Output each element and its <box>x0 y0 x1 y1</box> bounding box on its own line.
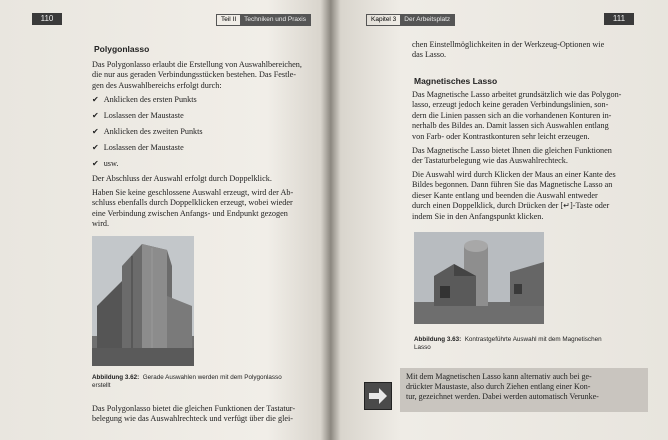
note-icon <box>364 382 392 410</box>
intro-paragraph: Das Polygonlasso erlaubt die Erstellung von Auswahlbereichen, die nur aus geraden Verbindungsstücken bestehen. Das Festle- gen des Auswahlbereichs erfolgt durch: <box>92 60 302 90</box>
figure-caption: Abbildung 3.63: Kontrastgeführte Auswahl mit dem Magnetischen Lasso <box>414 336 602 351</box>
figure-image <box>92 236 194 366</box>
figure-image <box>414 232 544 324</box>
part-title: Techniken und Praxis <box>240 15 310 25</box>
list-item: ✔ Loslassen der Maustaste <box>92 143 184 152</box>
section-heading: Magnetisches Lasso <box>414 76 498 86</box>
section-heading: Polygonlasso <box>94 44 150 54</box>
check-icon: ✔ <box>92 127 99 136</box>
note-box: Mit dem Magnetischen Lasso kann alternativ auch bei ge- drückter Maustaste, also durch Ziehen entlang einer Kon- tur, gezeichnet werden. Dabei werden automatisch Verunke- <box>400 368 648 412</box>
paragraph: Das Magnetische Lasso arbeitet grundsätzlich wie das Polygon- lasso, erzeugt jedoch keine geraden Verbindungslinien, son- dern die Linien passen sich an die vorhandenen Konturen in- nerhalb des Bildes an. Damit lassen sich Auswahlen entlang von Farb- oder Kontrastkonturen sehr leicht erzeugen. <box>412 90 622 141</box>
list-item: ✔ Loslassen der Maustaste <box>92 111 184 120</box>
right-page <box>336 0 668 440</box>
paragraph: chen Einstellmöglichkeiten in der Werkzeug-Optionen wie das Lasso. <box>412 40 605 60</box>
page-number: 110 <box>32 13 62 25</box>
list-item: ✔ usw. <box>92 159 119 168</box>
paragraph: Die Auswahl wird durch Klicken der Maus an einer Kante des Bildes begonnen. Dann führen Sie das Magnetische Lasso an dieser Kante entlang und beenden die Auswahl entweder durch einen Doppelklick, durch Drücken der [↵]-Taste oder indem Sie in den Anfangspunkt klicken. <box>412 170 616 221</box>
chapter-label: Kapitel 3 <box>371 16 397 23</box>
figure-caption: Abbildung 3.62: Gerade Auswahlen werden mit dem Polygonlasso erstellt <box>92 374 282 389</box>
paragraph: Haben Sie keine geschlossene Auswahl erzeugt, wird der Ab- schluss ebenfalls durch Doppelklicken erzeugt, wobei wieder eine Verbindung zwischen Anfangs- und Endpunkt gezogen wird. <box>92 188 294 229</box>
list-item: ✔ Anklicken des ersten Punkts <box>92 95 197 104</box>
paragraph: Der Abschluss der Auswahl erfolgt durch Doppelklick. <box>92 174 272 183</box>
breadcrumb <box>366 14 455 26</box>
left-page <box>0 0 330 440</box>
list-item: ✔ Anklicken des zweiten Punkts <box>92 127 203 136</box>
page-number: 111 <box>604 13 634 25</box>
check-icon: ✔ <box>92 111 99 120</box>
check-icon: ✔ <box>92 143 99 152</box>
breadcrumb <box>216 14 311 26</box>
paragraph: Das Magnetische Lasso bietet Ihnen die gleichen Funktionen der Tastaturbelegung wie das Auswahlrechteck. <box>412 146 612 166</box>
part-label: Teil II <box>221 16 237 23</box>
check-icon: ✔ <box>92 95 99 104</box>
paragraph: Das Polygonlasso bietet die gleichen Funktionen der Tastatur- belegung wie das Auswahlrechteck und verfügt über die glei- <box>92 404 296 424</box>
chapter-title: Der Arbeitsplatz <box>400 15 454 25</box>
check-icon: ✔ <box>92 159 99 168</box>
